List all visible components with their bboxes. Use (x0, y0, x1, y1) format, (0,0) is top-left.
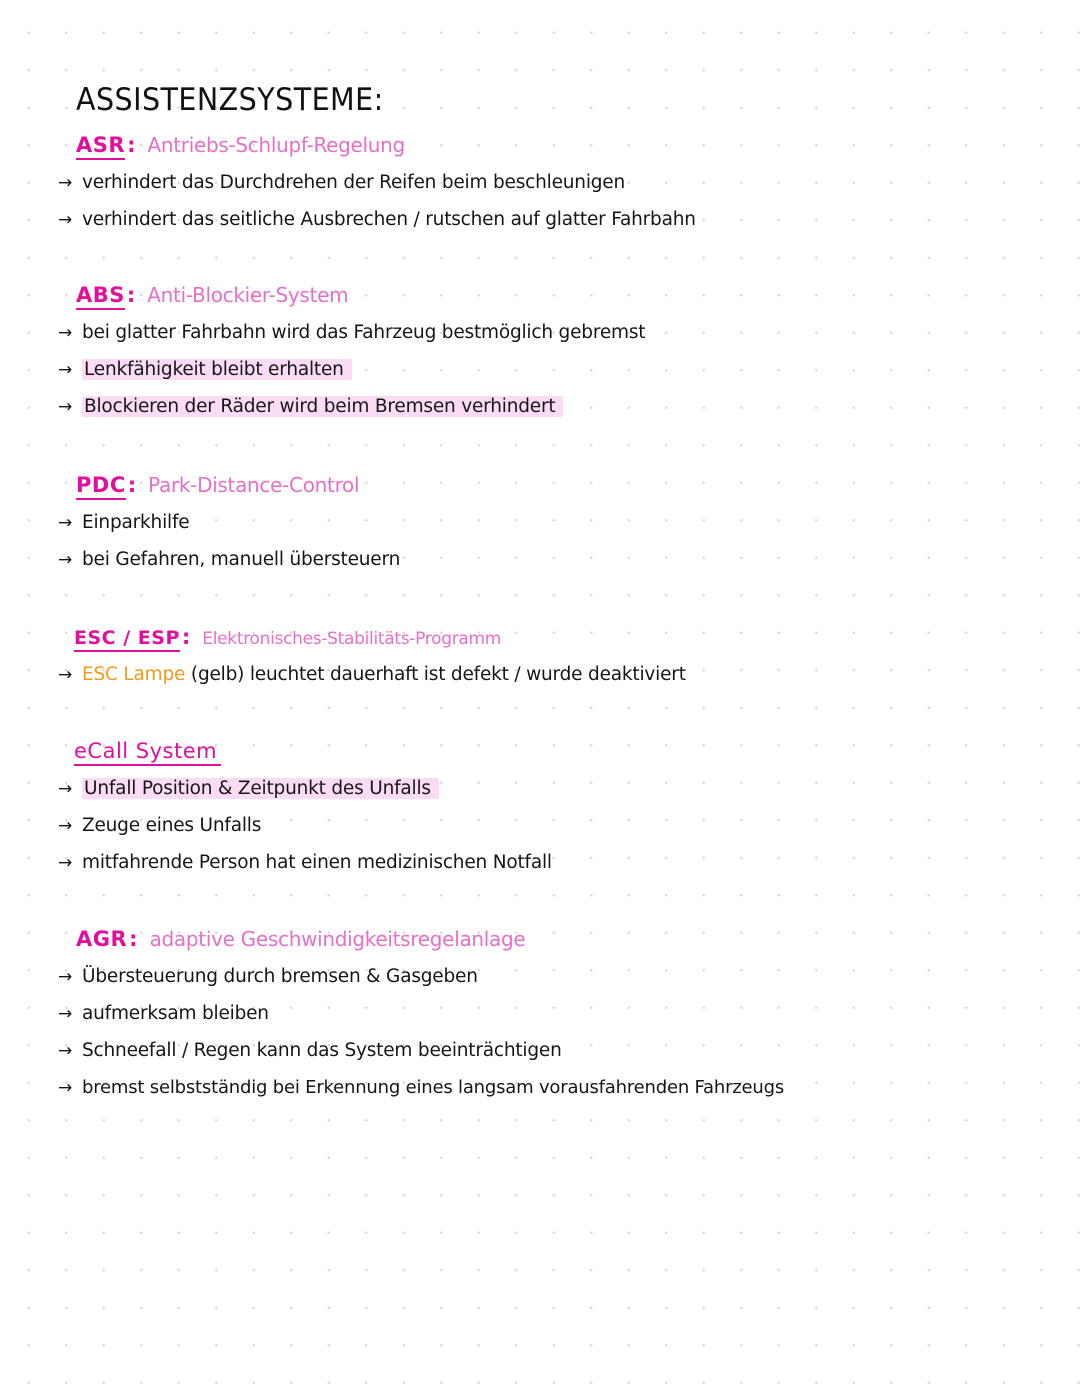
list-item (58, 999, 784, 1036)
orange-text: ESC Lampe (82, 664, 186, 685)
abbreviation: PDC (76, 473, 126, 500)
item-text: Zeuge eines Unfalls (82, 815, 262, 836)
list-item (58, 392, 645, 429)
item-text: Schneefall / Regen kann das System beeinträchtigen (82, 1040, 562, 1061)
arrow-icon: → (58, 550, 73, 570)
bullet-list (58, 660, 686, 697)
list-item (58, 774, 552, 811)
full-name: Antriebs-Schlupf-Regelung (147, 133, 405, 157)
arrow-icon: → (58, 173, 73, 193)
colon: : (126, 283, 136, 307)
bullet-list (58, 318, 645, 429)
list-item (58, 660, 686, 697)
item-text: (gelb) leuchtet dauerhaft ist defekt / wurde deaktiviert (190, 664, 686, 685)
abbreviation: ASR (76, 133, 125, 160)
list-item (58, 962, 784, 999)
item-text: verhindert das Durchdrehen der Reifen beim beschleunigen (82, 172, 626, 193)
bullet-list (58, 168, 696, 242)
full-name: adaptive Geschwindigkeitsregelanlage (149, 927, 526, 951)
arrow-icon: → (58, 1078, 73, 1098)
abbreviation: ABS (76, 283, 125, 310)
abbreviation: ESC / ESP (74, 627, 180, 652)
highlighted-text: Blockieren der Räder wird beim Bremsen verhindert (82, 396, 563, 417)
arrow-icon: → (58, 967, 73, 987)
arrow-icon: → (58, 323, 73, 343)
arrow-icon: → (58, 779, 73, 799)
list-item (58, 508, 400, 545)
list-item (58, 811, 552, 848)
arrow-icon: → (58, 1041, 73, 1061)
full-name: Park-Distance-Control (148, 473, 360, 497)
colon: : (127, 473, 137, 497)
full-name: Elektronisches-Stabilitäts-Programm (202, 629, 502, 649)
abbreviation: eCall System (74, 739, 221, 766)
colon: : (181, 625, 191, 649)
item-text: bei glatter Fahrbahn wird das Fahrzeug bestmöglich gebremst (82, 322, 646, 343)
list-item (58, 848, 552, 885)
list-item (58, 1036, 784, 1073)
arrow-icon: → (58, 360, 73, 380)
section-heading (76, 926, 525, 952)
item-text: Einparkhilfe (82, 512, 190, 533)
item-text: verhindert das seitliche Ausbrechen / rutschen auf glatter Fahrbahn (82, 209, 696, 230)
item-text: aufmerksam bleiben (82, 1003, 269, 1024)
page-title: ASSISTENZSYSTEME: (76, 82, 384, 118)
arrow-icon: → (58, 397, 73, 417)
arrow-icon: → (58, 665, 73, 685)
list-item (58, 545, 400, 582)
list-item (58, 205, 696, 242)
full-name: Anti-Blockier-System (147, 283, 349, 307)
list-item (58, 318, 645, 355)
colon: : (127, 133, 136, 157)
bullet-list (58, 508, 400, 582)
colon: : (129, 927, 138, 951)
item-text: bei Gefahren, manuell übersteuern (82, 549, 401, 570)
arrow-icon: → (58, 210, 73, 230)
highlighted-text: Lenkfähigkeit bleibt erhalten (82, 359, 352, 380)
item-text: Übersteuerung durch bremsen & Gasgeben (82, 966, 478, 987)
bullet-list (58, 774, 552, 885)
list-item (58, 1073, 784, 1110)
section-heading (76, 282, 348, 308)
item-text: mitfahrende Person hat einen medizinischen Notfall (82, 852, 552, 873)
section-heading (76, 472, 359, 498)
arrow-icon: → (58, 816, 73, 836)
abbreviation: AGR (76, 927, 128, 951)
bullet-list (58, 962, 784, 1110)
highlighted-text: Unfall Position & Zeitpunkt des Unfalls (82, 778, 439, 799)
list-item (58, 355, 645, 392)
section-heading (74, 738, 221, 764)
section-heading (74, 624, 501, 652)
item-text: bremst selbstständig bei Erkennung eines langsam vorausfahrenden Fahrzeugs (82, 1077, 785, 1098)
arrow-icon: → (58, 1004, 73, 1024)
section-heading (76, 132, 405, 158)
arrow-icon: → (58, 513, 73, 533)
list-item (58, 168, 696, 205)
arrow-icon: → (58, 853, 73, 873)
